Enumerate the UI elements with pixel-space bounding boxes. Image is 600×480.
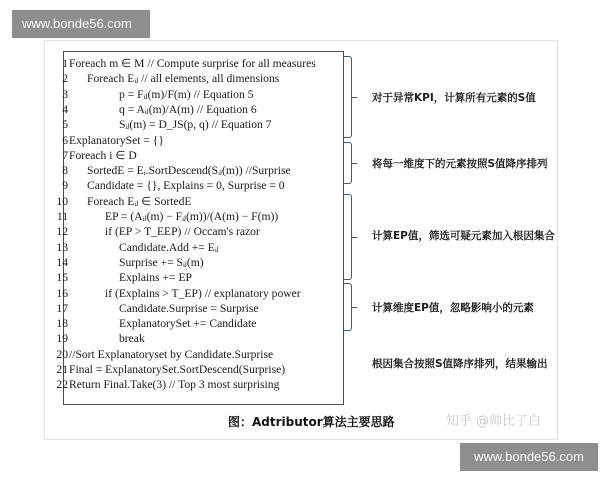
code-text: p = Fᵢⱼ(m)/F(m) // Equation 5 [119, 87, 254, 101]
brace-4 [344, 283, 352, 331]
brace-1 [344, 56, 352, 138]
line-number: 21 [56, 363, 68, 376]
line-number: 18 [56, 317, 68, 331]
figure-caption: 图：Adtributor算法主要思路 [228, 415, 395, 429]
line-number: 12 [56, 225, 68, 239]
line-number: 14 [56, 255, 68, 269]
code-text: if (Explains > T_EP) // explanatory power [105, 286, 301, 300]
code-text: EP = (Aᵢⱼ(m) − Fᵢⱼ(m))/(A(m) − F(m)) [105, 210, 279, 223]
line-number: 20 [56, 347, 68, 361]
annotation-5: 根因集合按照S值降序排列，结果输出 [372, 358, 548, 370]
line-number: 3 [62, 87, 68, 101]
code-text: Candidate = {}, Explains = 0, Surprise = 0 [87, 179, 285, 193]
code-text: ExplanatorySet += Candidate [119, 317, 257, 331]
brace-2 [344, 142, 352, 184]
line-number: 2 [62, 72, 68, 86]
line-number: 7 [62, 148, 68, 162]
line-number: 19 [56, 332, 68, 346]
code-text: break [119, 332, 145, 346]
annotation-1: 对于异常KPI，计算所有元素的S值 [372, 92, 536, 104]
code-text: Foreach m ∈ M // Compute surprise for all measures [69, 57, 316, 70]
code-text: Explains += EP [119, 271, 192, 285]
code-text: //Sort Explanatoryset by Candidate.Surprise [69, 347, 274, 361]
code-text: Surprise += Sᵢⱼ(m) [119, 255, 204, 269]
line-number: 16 [56, 286, 68, 300]
annotation-2: 将每一维度下的元素按照S值降序排列 [372, 158, 548, 170]
code-text: if (EP > T_EEP) // Occam's razor [105, 225, 260, 239]
code-text: Foreach Eᵢⱼ ∈ SortedE [87, 194, 192, 208]
line-number: 13 [56, 240, 68, 254]
annotation-3: 计算EP值，筛选可疑元素加入根因集合 [372, 230, 555, 242]
code-text: Foreach i ∈ D [69, 148, 137, 162]
watermark-top: www.bonde56.com [12, 10, 150, 38]
annotation-4: 计算维度EP值，忽略影响小的元素 [372, 302, 534, 314]
line-number: 10 [56, 194, 68, 208]
line-number: 11 [56, 210, 68, 223]
algorithm-box [56, 51, 344, 405]
line-number: 4 [62, 102, 68, 116]
line-number: 22 [56, 378, 68, 392]
line-number: 15 [56, 271, 68, 285]
zhihu-watermark: 知乎 @帅比了白 [446, 414, 542, 429]
code-text: Sᵢⱼ(m) = D_JS(p, q) // Equation 7 [119, 118, 272, 132]
brace-3 [344, 194, 352, 280]
code-text: Foreach Eᵢⱼ // all elements, all dimensions [87, 72, 280, 86]
line-number: 1 [62, 57, 68, 70]
line-number: 6 [62, 133, 68, 147]
line-number: 8 [62, 164, 68, 178]
code-text: Return Final.Take(3) // Top 3 most surprising [69, 378, 280, 392]
code-text: Candidate.Surprise = Surprise [119, 301, 259, 315]
code-text: Final = ExplanatorySet.SortDescend(Surprise) [69, 363, 286, 376]
line-number: 17 [56, 301, 68, 315]
line-number: 5 [62, 118, 68, 132]
code-text: SortedE = Eᵢ.SortDescend(Sᵢⱼ(m)) //Surprise [87, 164, 291, 178]
watermark-bottom: www.bonde56.com [460, 443, 598, 471]
code-text: ExplanatorySet = {} [69, 133, 164, 147]
line-number: 9 [62, 179, 68, 193]
code-text: Candidate.Add += Eᵢⱼ [119, 240, 219, 254]
code-text: q = Aᵢⱼ(m)/A(m) // Equation 6 [119, 102, 257, 116]
